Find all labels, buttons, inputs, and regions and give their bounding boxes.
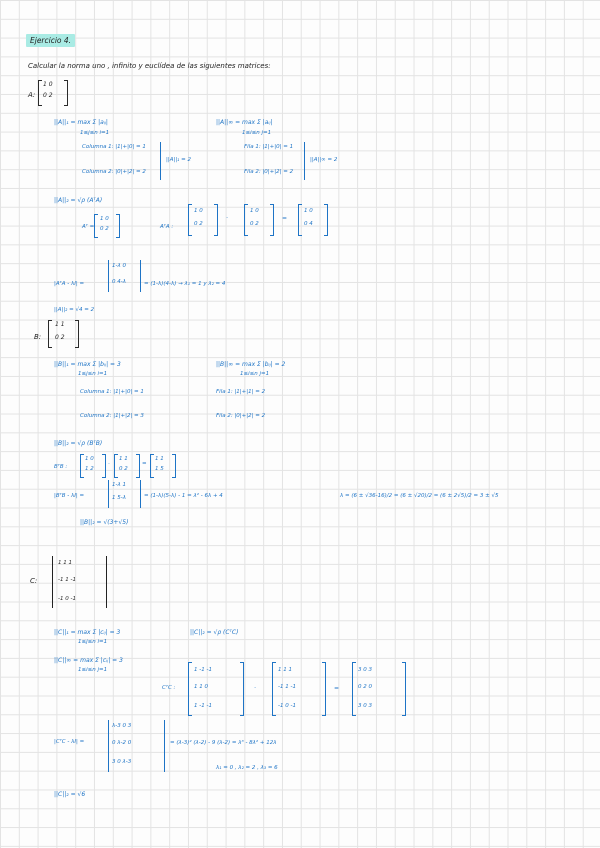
b-det-right-bar (140, 480, 141, 508)
c-ctc-label: CᵀC : (162, 685, 176, 691)
a-norm1-brace (160, 142, 161, 180)
c-norminf-subscript: 1≤i≤n j=1 (78, 667, 108, 673)
c-det-row3: 3 0 λ-3 (112, 759, 132, 765)
a-ata-m3-row2: 0 4 (304, 221, 313, 227)
a-transpose-row2: 0 2 (100, 226, 109, 232)
a-transpose-left-bracket (94, 214, 98, 238)
matrix-c-row2: -1 1 -1 (58, 577, 76, 583)
c-det-right-bar (164, 720, 165, 772)
c-norm2-definition: ||C||₂ = √ρ (CᵀC) (190, 629, 239, 636)
matrix-a-row2: 0 2 (43, 92, 53, 99)
a-column1-sum: Columna 1: |1|+|0| = 1 (82, 144, 146, 150)
c-det-left-bar (108, 720, 109, 772)
c-norm1-subscript: 1≤j≤n i=1 (78, 639, 108, 645)
matrix-c-row3: -1 0 -1 (58, 596, 76, 602)
c-ctc-m2-left (272, 662, 276, 716)
matrix-a-label: A: (28, 91, 36, 99)
c-ctc-m2-right (322, 662, 326, 716)
c-ctc-m1-row2: 1 1 0 (194, 684, 208, 690)
b-norminf-definition: ||B||∞ = max Σ |bᵢⱼ| = 2 (216, 361, 286, 368)
a-norm1-result: ||A||₁ = 2 (166, 157, 191, 163)
c-ctc-m1-row3: 1 -1 -1 (194, 703, 212, 709)
b-norm2-definition: ||B||₂ = √ρ (BᵀB) (54, 440, 103, 447)
a-ata-m2-row2: 0 2 (250, 221, 259, 227)
a-ata-m3-right (324, 204, 328, 236)
a-transpose-label: Aᵀ = (82, 224, 95, 230)
a-det-right-bar (140, 260, 141, 292)
c-ctc-m3-row3: 3 0 3 (358, 703, 372, 709)
c-ctc-m3-row1: 3 0 3 (358, 667, 372, 673)
a-row2-sum: Fila 2: |0|+|2| = 2 (244, 169, 294, 175)
a-norminf-result: ||A||∞ = 2 (310, 157, 338, 163)
c-ctc-m3-row2: 0 2 0 (358, 684, 372, 690)
a-ata-m1-row1: 1 0 (194, 208, 203, 214)
a-ata-m1-left (188, 204, 192, 236)
a-ata-m1-right (214, 204, 218, 236)
b-btb-m3-row2: 1 5 (155, 466, 164, 472)
b-btb-m2-row1: 1 1 (119, 456, 128, 462)
c-ctc-m1-left (188, 662, 192, 716)
b-det-left-bar (108, 480, 109, 508)
a-det-left-bar (108, 260, 109, 292)
a-norminf-brace (304, 142, 305, 180)
c-ctc-m3-right (402, 662, 406, 716)
c-det-row1: λ-3 0 3 (112, 723, 132, 729)
matrix-c-label: C: (30, 577, 38, 585)
matrix-b-right-bracket (75, 320, 79, 348)
c-ctc-m2-row1: 1 1 1 (278, 667, 292, 673)
c-norm2-result: ||C||₂ = √6 (54, 791, 86, 798)
c-ctc-m1-row1: 1 -1 -1 (194, 667, 212, 673)
b-column1-sum: Columna 1: |1|+|0| = 1 (80, 389, 144, 395)
a-det-row2: 0 4-λ (112, 279, 126, 285)
a-norminf-subscript: 1≤i≤n j=1 (242, 130, 272, 136)
c-ctc-equals: = (334, 685, 340, 692)
a-ata-m3-left (298, 204, 302, 236)
b-norm1-definition: ||B||₁ = max Σ |bᵢⱼ| = 3 (54, 361, 121, 368)
b-det-result: = (1-λ)(5-λ) - 1 = λ² - 6λ + 4 (144, 493, 223, 499)
a-ata-m3-row1: 1 0 (304, 208, 313, 214)
c-det-result: = (λ-3)² (λ-2) - 9 (λ-2) = λ³ - 8λ² + 12λ (170, 740, 277, 746)
a-ata-m2-right (270, 204, 274, 236)
a-det-result: = (1-λ)(4-λ) → λ₁ = 1 y λ₂ = 4 (144, 281, 226, 287)
c-eigenvalues: λ₁ = 0 , λ₂ = 2 , λ₃ = 6 (216, 765, 278, 771)
matrix-a-row1: 1 0 (43, 81, 53, 88)
a-ata-m2-left (244, 204, 248, 236)
b-norminf-subscript: 1≤i≤n j=1 (240, 371, 270, 377)
b-norm1-subscript: 1≤j≤n i=1 (78, 371, 108, 377)
a-ata-m1-row2: 0 2 (194, 221, 203, 227)
a-row1-sum: Fila 1: |1|+|0| = 1 (244, 144, 294, 150)
b-btb-m1-row1: 1 0 (85, 456, 94, 462)
problem-statement: Calcular la norma uno , infinito y euclídea de las siguientes matrices: (28, 62, 271, 70)
matrix-b-row1: 1 1 (55, 321, 65, 328)
exercise-title: Ejercicio 4. (26, 34, 75, 47)
matrix-c-left-bar (52, 556, 53, 608)
b-row1-sum: Fila 1: |1|+|1| = 2 (216, 389, 266, 395)
b-btb-dot: · (108, 461, 110, 467)
matrix-b-row2: 0 2 (55, 334, 65, 341)
a-norminf-definition: ||A||∞ = max Σ |aᵢⱼ| (216, 119, 273, 126)
b-row2-sum: Fila 2: |0|+|2| = 2 (216, 413, 266, 419)
b-btb-m2-right (136, 454, 140, 478)
b-column2-sum: Columna 2: |1|+|2| = 3 (80, 413, 144, 419)
b-characteristic-label: |BᵀB - λI| = (54, 493, 85, 499)
b-eigenvalues: λ = (6 ± √36-16)/2 = (6 ± √20)/2 = (6 ± 2√5)/2 = 3 ± √5 (340, 493, 499, 499)
b-btb-m3-left (150, 454, 154, 478)
b-det-row2: 1 5-λ (112, 495, 126, 501)
a-norm2-definition: ||A||₂ = √ρ (AᵀA) (54, 197, 103, 204)
c-norminf-definition: ||C||∞ = max Σ |cᵢⱼ| = 3 (54, 657, 123, 664)
b-btb-label: BᵀB : (54, 464, 68, 470)
b-btb-m1-left (80, 454, 84, 478)
c-ctc-m3-left (352, 662, 356, 716)
a-transpose-right-bracket (116, 214, 120, 238)
a-characteristic-label: |AᵀA - λI| = (54, 281, 85, 287)
b-btb-m3-row1: 1 1 (155, 456, 164, 462)
a-ata-equals: = (282, 215, 288, 222)
c-norm1-definition: ||C||₁ = max Σ |cᵢⱼ| = 3 (54, 629, 121, 636)
b-btb-m1-row2: 1 2 (85, 466, 94, 472)
a-ata-dot: · (226, 215, 228, 222)
a-ata-label: AᵀA : (160, 224, 174, 230)
matrix-c-row1: 1 1 1 (58, 560, 72, 566)
c-ctc-m1-right (240, 662, 244, 716)
matrix-a-right-bracket (64, 80, 68, 106)
a-column2-sum: Columna 2: |0|+|2| = 2 (82, 169, 146, 175)
matrix-c-right-bar (106, 556, 107, 608)
c-ctc-m2-row3: -1 0 -1 (278, 703, 296, 709)
a-norm2-result: ||A||₂ = √4 = 2 (54, 307, 95, 313)
b-btb-m2-left (114, 454, 118, 478)
c-ctc-m2-row2: -1 1 -1 (278, 684, 296, 690)
matrix-b-label: B: (34, 333, 42, 341)
c-det-row2: 0 λ-2 0 (112, 740, 132, 746)
a-ata-m2-row1: 1 0 (250, 208, 259, 214)
a-norm1-definition: ||A||₁ = max Σ |aᵢⱼ| (54, 119, 108, 126)
a-norm1-subscript: 1≤j≤n i=1 (80, 130, 110, 136)
b-btb-equals: = (142, 461, 147, 467)
a-transpose-row1: 1 0 (100, 216, 109, 222)
b-det-row1: 1-λ 1 (112, 482, 126, 488)
matrix-a-left-bracket (38, 80, 42, 106)
b-btb-m3-right (172, 454, 176, 478)
b-btb-m1-right (102, 454, 106, 478)
a-det-row1: 1-λ 0 (112, 263, 126, 269)
c-ctc-dot: · (254, 685, 256, 692)
b-norm2-result: ||B||₂ = √(3+√5) (80, 519, 129, 526)
matrix-b-left-bracket (48, 320, 52, 348)
c-characteristic-label: |CᵀC - λI| = (54, 739, 85, 745)
b-btb-m2-row2: 0 2 (119, 466, 128, 472)
